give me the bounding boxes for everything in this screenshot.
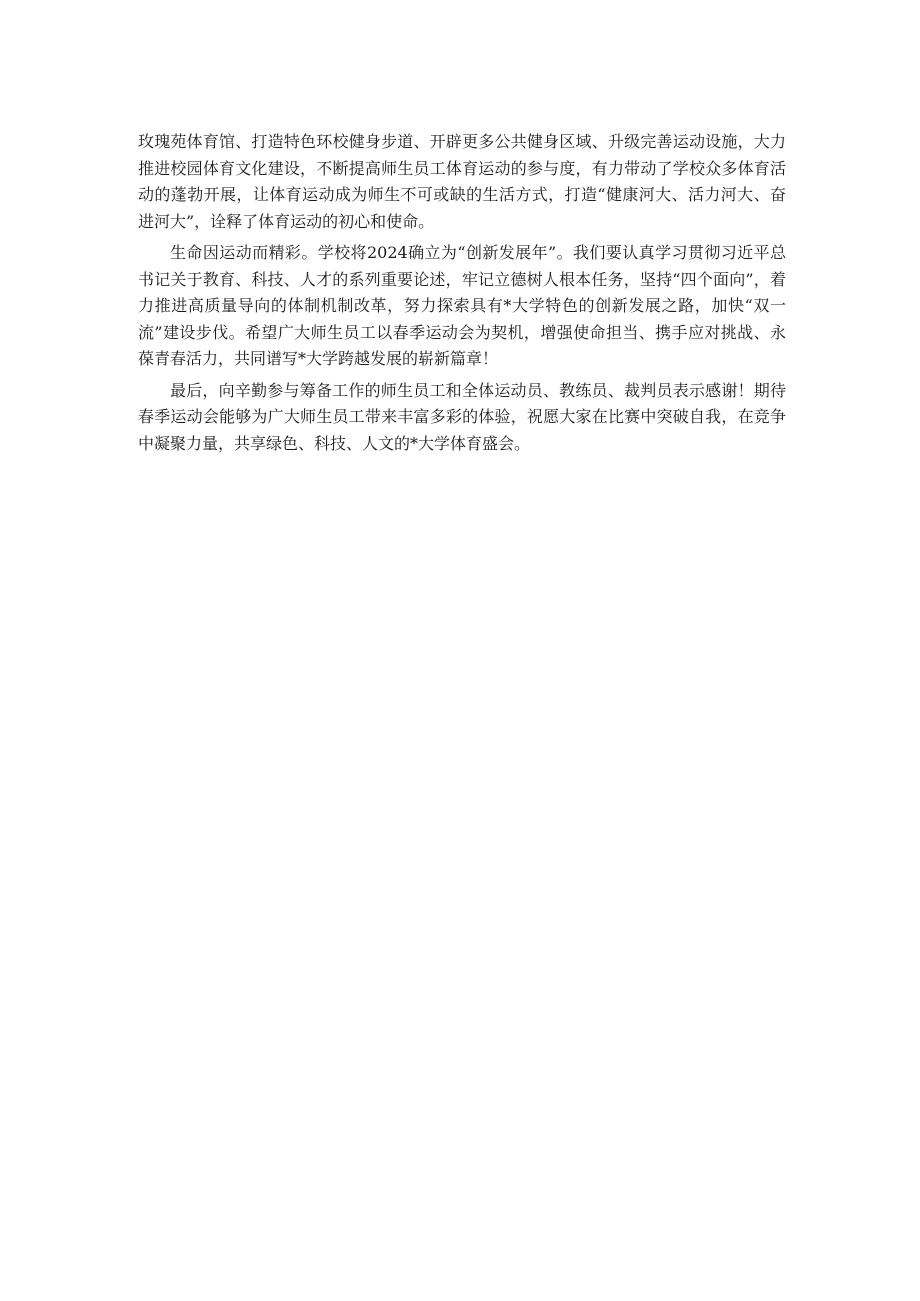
- paragraph-closing-thanks: 最后，向辛勤参与筹备工作的师生员工和全体运动员、教练员、裁判员表示感谢！期待春季运动会能够为广大师生员工带来丰富多彩的体验，祝愿大家在比赛中突破自我，在竞争中凝聚力量，共享绿色、科技、人文的*大学体育盛会。: [138, 380, 786, 453]
- paragraph-continuation: 玫瑰苑体育馆、打造特色环校健身步道、开辟更多公共健身区域、升级完善运动设施，大力推进校园体育文化建设，不断提高师生员工体育运动的参与度，有力带动了学校众多体育活动的蓬勃开展，让体育运动成为师生不可或缺的生活方式，打造“健康河大、活力河大、奋进河大”，诠释了体育运动的初心和使命。: [138, 132, 786, 231]
- document-body: [138, 129, 786, 462]
- paragraph-innovation-year: 生命因运动而精彩。学校将2024确立为“创新发展年”。我们要认真学习贯彻习近平总书记关于教育、科技、人才的系列重要论述，牢记立德树人根本任务，坚持“四个面向”，着力推进高质量导向的体制机制改革，努力探索具有*大学特色的创新发展之路，加快“双一流”建设步伐。希望广大师生员工以春季运动会为契机，增强使命担当、携手应对挑战、永葆青春活力，共同谱写*大学跨越发展的崭新篇章！: [138, 243, 786, 368]
